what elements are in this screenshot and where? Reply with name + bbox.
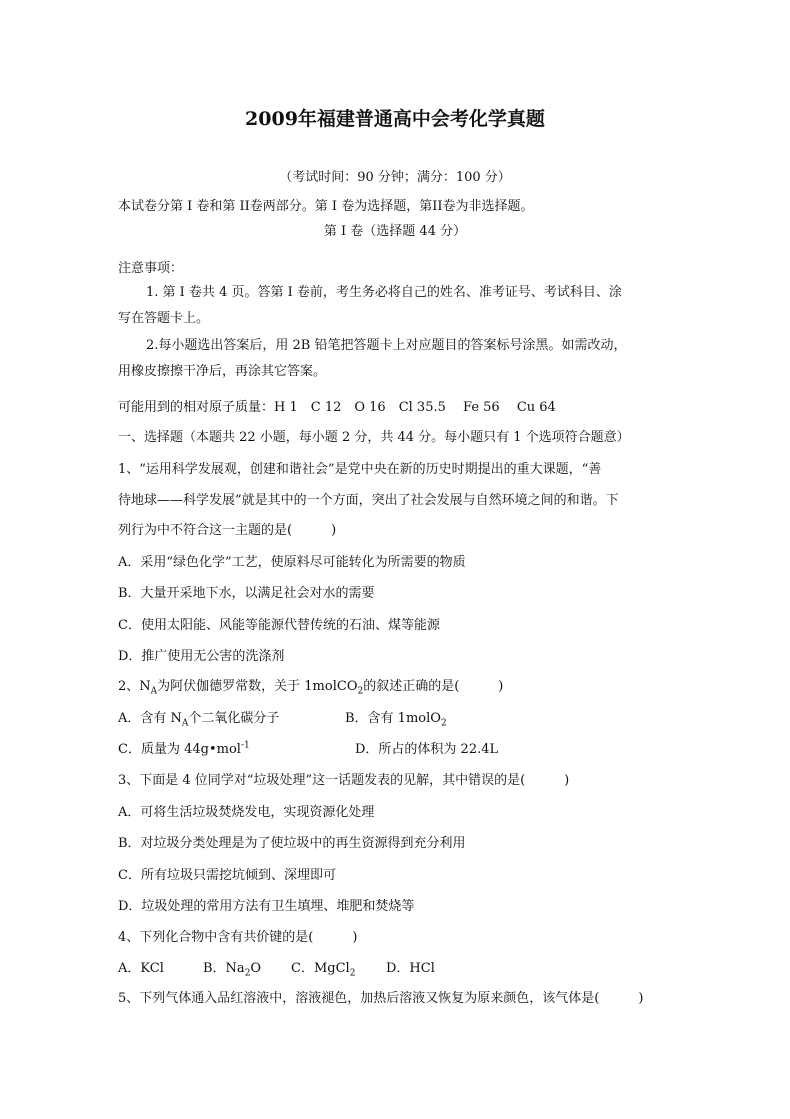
q2-stem-part-b: 为阿伏伽德罗常数，关于 1molCO xyxy=(157,679,358,694)
q1-stem-line2: 待地球——科学发展”就是其中的一个方面，突出了社会发展与自然环境之间的和谐。下 xyxy=(118,493,619,508)
q2-option-c-part1: C．质量为 44g•mol xyxy=(118,742,241,757)
q2-stem-part-a: 2、N xyxy=(118,679,151,694)
exam-info: （考试时间：90 分钟；满分：100 分） xyxy=(279,170,511,185)
q2-option-b xyxy=(345,710,447,728)
q2-option-a-part2: 个二氧化碳分子 xyxy=(188,711,280,726)
section1-heading: 一、选择题（本题共 22 小题，每小题 2 分，共 44 分。每小题只有 1 个选项符合题意） xyxy=(118,430,630,445)
q1-stem-line3: 列行为中不符合这一主题的是( ) xyxy=(118,523,337,538)
q1-option-a: A．采用“绿色化学”工艺，使原料尽可能转化为所需要的物质 xyxy=(118,555,466,570)
q3-option-d: D．垃圾处理的常用方法有卫生填埋、堆肥和焚烧等 xyxy=(118,899,415,914)
q2-stem-subscript: A xyxy=(150,686,158,697)
notes-heading: 注意事项： xyxy=(118,261,184,276)
note2-line2: 用橡皮擦擦干净后，再涂其它答案。 xyxy=(118,364,327,379)
q4-stem: 4、下列化合物中含有共价键的是( ) xyxy=(118,930,358,945)
intro-text: 本试卷分第 I 卷和第 II卷两部分。第 I 卷为选择题，第II卷为非选择题。 xyxy=(118,199,534,214)
q2-option-a-part1: A．含有 N xyxy=(118,711,182,726)
q4-option-c-subscript: 2 xyxy=(349,968,356,979)
q3-option-a: A．可将生活垃圾焚烧发电，实现资源化处理 xyxy=(118,805,375,820)
q2-option-d: D．所占的体积为 22.4L xyxy=(355,742,499,757)
q4-option-b xyxy=(203,960,261,978)
q1-stem-line1: 1、“运用科学发展观，创建和谐社会”是党中央在新的历史时期提出的重大课题，“善 xyxy=(118,462,602,477)
q4-option-b-subscript: 2 xyxy=(244,968,251,979)
q4-option-b-part1: B．Na xyxy=(203,961,245,976)
q1-option-d: D．推广使用无公害的洗涤剂 xyxy=(118,649,285,664)
q2-stem-part-c: 的叙述正确的是( ) xyxy=(363,679,504,694)
q4-option-d: D．HCl xyxy=(386,961,435,976)
page-title: 2009年福建普通高中会考化学真题 xyxy=(245,108,545,130)
note1-line2: 写在答题卡上。 xyxy=(118,311,210,326)
q4-option-c-part1: C．MgCl xyxy=(291,961,350,976)
q2-option-c xyxy=(118,741,250,759)
atomic-masses: 可能用到的相对原子质量：H 1 C 12 O 16 Cl 35.5 Fe 56 Cu 64 xyxy=(118,400,556,415)
q1-option-b: B．大量开采地下水，以满足社会对水的需要 xyxy=(118,586,375,601)
q5-stem: 5、下列气体通入品红溶液中，溶液褪色，加热后溶液又恢复为原来颜色，该气体是( ) xyxy=(118,991,644,1006)
q1-option-c: C．使用太阳能、风能等能源代替传统的石油、煤等能源 xyxy=(118,618,440,633)
q2-option-a xyxy=(118,710,279,728)
q2-stem-subscript2: 2 xyxy=(357,686,364,697)
q3-stem: 3、下面是 4 位同学对“垃圾处理”这一话题发表的见解，其中错误的是( ) xyxy=(118,773,570,788)
q2-option-a-subscript: A xyxy=(181,718,189,729)
q2-stem xyxy=(118,678,503,696)
part1-heading: 第 I 卷（选择题 44 分） xyxy=(323,224,467,239)
q4-option-b-part2: O xyxy=(250,961,262,976)
q4-option-a: A．KCl xyxy=(118,961,164,976)
note2-line1: 2.每小题选出答案后，用 2B 铅笔把答题卡上对应题目的答案标号涂黑。如需改动， xyxy=(146,338,627,353)
q2-option-b-part1: B．含有 1molO xyxy=(345,711,441,726)
q2-option-b-subscript: 2 xyxy=(440,718,447,729)
q3-option-c: C．所有垃圾只需挖坑倾到、深埋即可 xyxy=(118,868,336,883)
q3-option-b: B．对垃圾分类处理是为了使垃圾中的再生资源得到充分利用 xyxy=(118,836,466,851)
q2-option-c-superscript: -1 xyxy=(240,740,250,751)
note1-line1: 1. 第 I 卷共 4 页。答第 I 卷前，考生务必将自己的姓名、准考证号、考试科目、涂 xyxy=(146,285,622,300)
q4-option-c xyxy=(291,960,355,978)
